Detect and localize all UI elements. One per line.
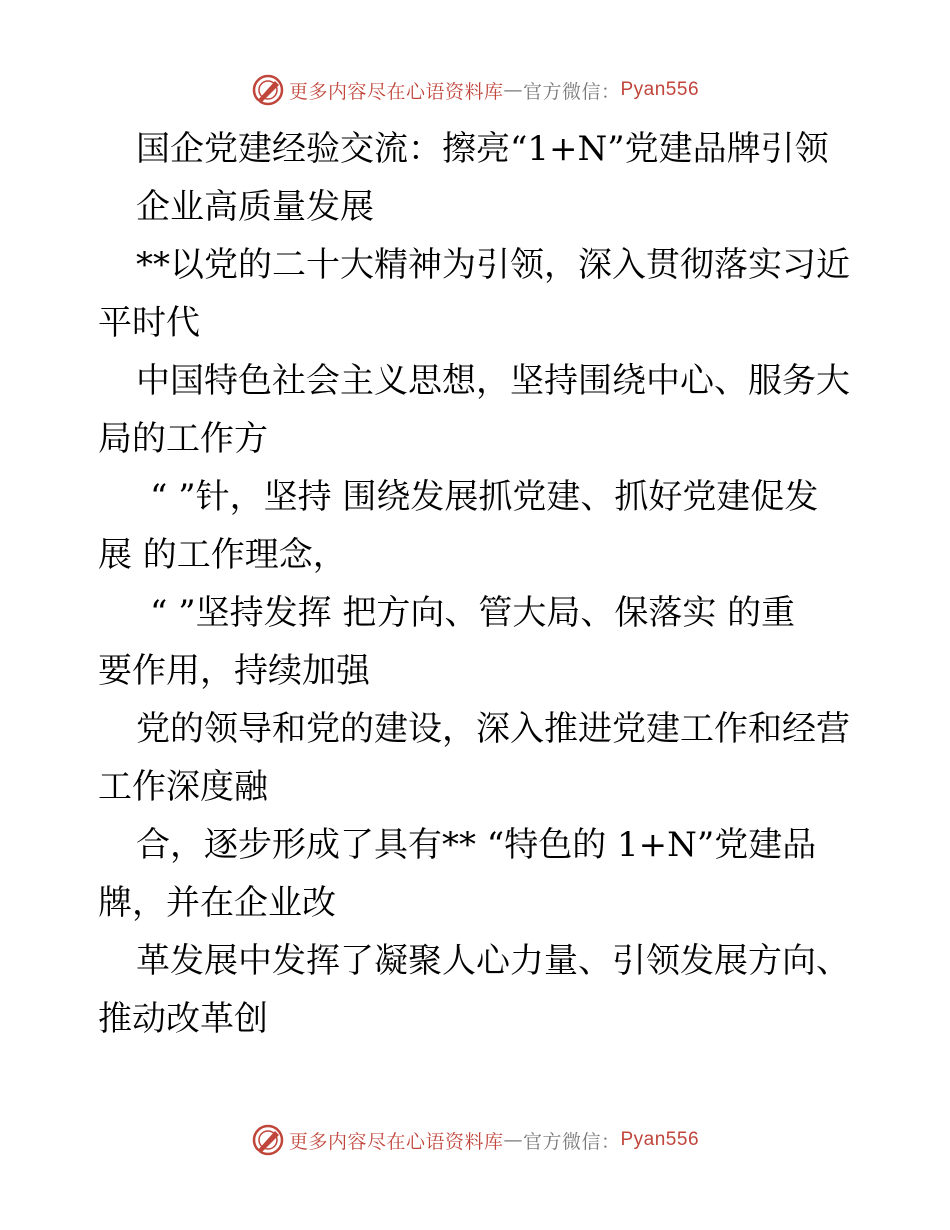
doc-line: 要作用，持续加强 — [98, 651, 370, 691]
doc-line: 展 的工作理念， — [98, 535, 347, 575]
doc-line: 中国特色社会主义思想，坚持围绕中心、服务大 — [136, 361, 850, 401]
banner-dash: — — [503, 1129, 523, 1151]
doc-line: 合，逐步形成了具有** “特色的 1+N”党建品 — [136, 825, 817, 865]
banner-account-id: Pyan556 — [620, 1129, 700, 1150]
banner-main-text: 更多内容尽在心语资料库 — [288, 80, 504, 103]
pen-logo-icon — [251, 1123, 285, 1157]
doc-line: 平时代 — [98, 303, 200, 343]
doc-line: “ ”坚持发挥 把方向、管大局、保落实 的重 — [150, 593, 796, 633]
banner-official-label: 官方微信： — [522, 1130, 621, 1153]
doc-line: 革发展中发挥了凝聚人心力量、引领发展方向、 — [136, 941, 850, 981]
doc-line: 牌，并在企业改 — [98, 883, 336, 923]
document-body — [98, 120, 858, 1048]
doc-line: 推动改革创 — [98, 999, 268, 1039]
banner-account-id: Pyan556 — [620, 79, 700, 100]
pen-logo-icon — [251, 73, 285, 107]
doc-line: **以党的二十大精神为引领，深入贯彻落实习近 — [136, 245, 850, 285]
doc-line: 局的工作方 — [98, 419, 268, 459]
header-banner — [0, 70, 950, 110]
banner-main-text: 更多内容尽在心语资料库 — [288, 1130, 504, 1153]
banner-official-label: 官方微信： — [522, 80, 621, 103]
doc-line: 企业高质量发展 — [136, 187, 374, 227]
doc-line: “ ”针，坚持 围绕发展抓党建、抓好党建促发 — [150, 477, 819, 517]
banner-dash: — — [503, 79, 523, 101]
doc-line: 工作深度融 — [98, 767, 268, 807]
doc-line: 国企党建经验交流：擦亮“1+N”党建品牌引领 — [136, 129, 829, 169]
footer-banner — [0, 1120, 950, 1160]
doc-line: 党的领导和党的建设，深入推进党建工作和经营 — [136, 709, 850, 749]
